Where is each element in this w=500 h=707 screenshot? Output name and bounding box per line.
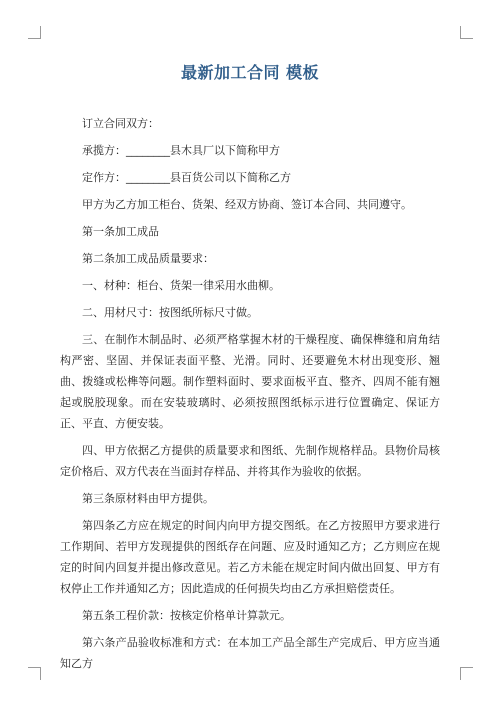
paragraph-intro: 甲方为乙方加工柜台、货架、经双方协商、签订本合同、共同遵守。 — [82, 198, 412, 211]
paragraph-article-3: 第三条原材料由甲方提供。 — [82, 492, 214, 505]
paragraph-item-2: 二、用材尺寸：按图纸所标尺寸做。 — [82, 306, 258, 319]
paragraph-item-4: 四、甲方依据乙方提供的质量要求和图纸、先制作规格样品。县物价局核定价格后、双方代表在当面封存样品、并将其作为验收的依据。 — [60, 444, 440, 478]
paragraph-parties-heading: 订立合同双方： — [82, 117, 159, 130]
paragraph-article-5: 第五条工程价款：按核定价格单计算款元。 — [82, 609, 291, 622]
paragraph-orderer: 定作方：________县百货公司以下简称乙方 — [82, 171, 291, 184]
paragraph-item-3: 三、在制作木制品时、必须严格掌握木材的干燥程度、确保榫缝和肩角结构严密、坚固、并保证表面平整、光滑。同时、还要避免木材出现变形、翘曲、拨缝或松榫等问题。制作塑料面时、要求面板平直、整齐、四周不能有翘起或脱胶现象。而在安装玻璃时、必须按照图纸标示进行位置确定、保证方正、平直、方便安装。 — [60, 333, 440, 430]
crop-mark-top-left — [28, 26, 41, 39]
document-body — [60, 113, 440, 680]
paragraph-item-1: 一、材种：柜台、货架一律采用水曲柳。 — [82, 279, 280, 292]
crop-mark-bottom-left — [28, 667, 41, 680]
paragraph-article-2: 第二条加工成品质量要求： — [82, 252, 214, 265]
paragraph-contractor: 承揽方：________县木具厂以下简称甲方 — [82, 144, 280, 157]
crop-mark-bottom-right — [460, 667, 473, 680]
paragraph-article-4: 第四条乙方应在规定的时间内向甲方提交图纸。在乙方按照甲方要求进行工作期间、若甲方发现提供的图纸存在问题、应及时通知乙方；乙方则应在规定的时间内回复并提出修改意见。若乙方未能在规定时间内做出回复、甲方有权停止工作并通知乙方；因此造成的任何损失均由乙方承担赔偿责任。 — [60, 519, 440, 595]
crop-mark-top-right — [460, 26, 473, 39]
paragraph-article-6: 第六条产品验收标准和方式：在本加工产品全部生产完成后、甲方应当通知乙方 — [60, 636, 440, 670]
paragraph-article-1: 第一条加工成品 — [82, 225, 159, 238]
document-title: 最新加工合同 模板 — [180, 63, 320, 82]
